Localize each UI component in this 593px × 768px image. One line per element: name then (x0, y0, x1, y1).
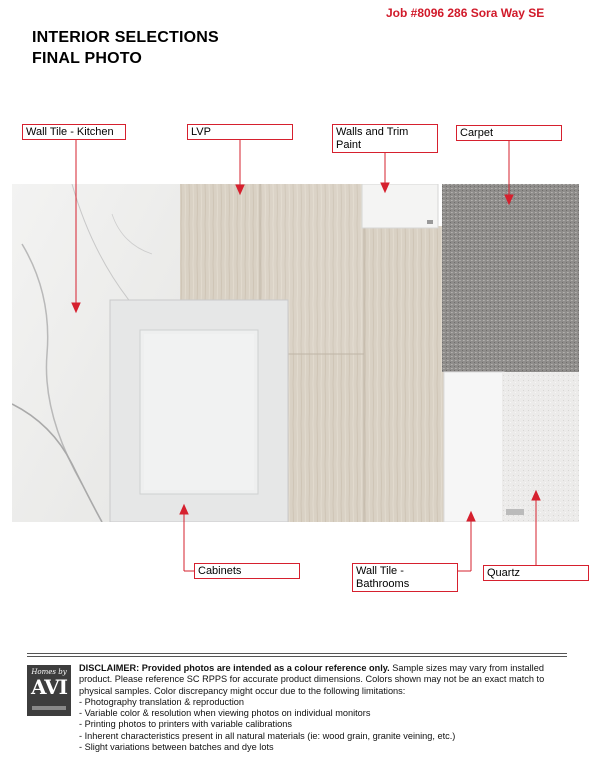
disclaimer-lead: DISCLAIMER: Provided photos are intended as a colour reference only. (79, 663, 390, 673)
page-subtitle: FINAL PHOTO (32, 50, 143, 67)
label-wall-tile-bathrooms-text: Wall Tile - Bathrooms (356, 565, 410, 590)
samples-photo (12, 184, 579, 522)
logo-line1: Homes by (31, 668, 67, 676)
label-walls-trim-paint (332, 124, 438, 153)
label-walls-trim-paint-text: Walls and Trim Paint (336, 126, 409, 151)
disclaimer-item: - Photography translation & reproduction (79, 696, 244, 707)
label-quartz (483, 565, 589, 581)
label-lvp-text: LVP (191, 126, 211, 138)
quartz-sample (502, 372, 579, 522)
label-wall-tile-kitchen-text: Wall Tile - Kitchen (26, 126, 114, 138)
label-cabinets-text: Cabinets (198, 565, 242, 577)
label-wall-tile-kitchen (22, 124, 126, 140)
carpet-sample (442, 184, 579, 372)
paint-card-sample (362, 184, 438, 228)
disclaimer-item: - Printing photos to printers with variable calibrations (79, 719, 292, 730)
logo-bar (32, 706, 66, 710)
label-lvp (187, 124, 293, 140)
disclaimer-item: - Variable color & resolution when viewing photos on individual monitors (79, 708, 371, 719)
disclaimer-item: - Inherent characteristics present in all natural materials (ie: wood grain, granite veining, etc.) (79, 730, 456, 741)
label-carpet (456, 125, 562, 141)
label-wall-tile-bathrooms (352, 563, 458, 592)
logo-line2: AVI (31, 675, 67, 699)
disclaimer (79, 663, 574, 753)
disclaimer-item: - Slight variations between batches and dye lots (79, 742, 274, 753)
label-cabinets (194, 563, 300, 579)
disclaimer-top-rule (27, 653, 567, 654)
disclaimer-top-rule-2 (27, 656, 567, 657)
label-quartz-text: Quartz (487, 567, 521, 579)
homes-by-avi-logo (27, 665, 71, 716)
disclaimer-paragraph (79, 663, 574, 697)
bathroom-tile-sample (444, 372, 504, 522)
label-carpet-text: Carpet (460, 127, 494, 139)
disclaimer-body: Sample sizes may vary from installed product. Please reference SC RPPS for accurate product dimensions. Colors shown may not be an exact match to physical samples. Color discrepancy might occur due to the following limitations: (79, 663, 545, 696)
page-title: INTERIOR SELECTIONS (32, 29, 219, 46)
cabinet-door-sample (110, 300, 288, 522)
job-number: Job #8096 286 Sora Way SE (386, 6, 545, 20)
